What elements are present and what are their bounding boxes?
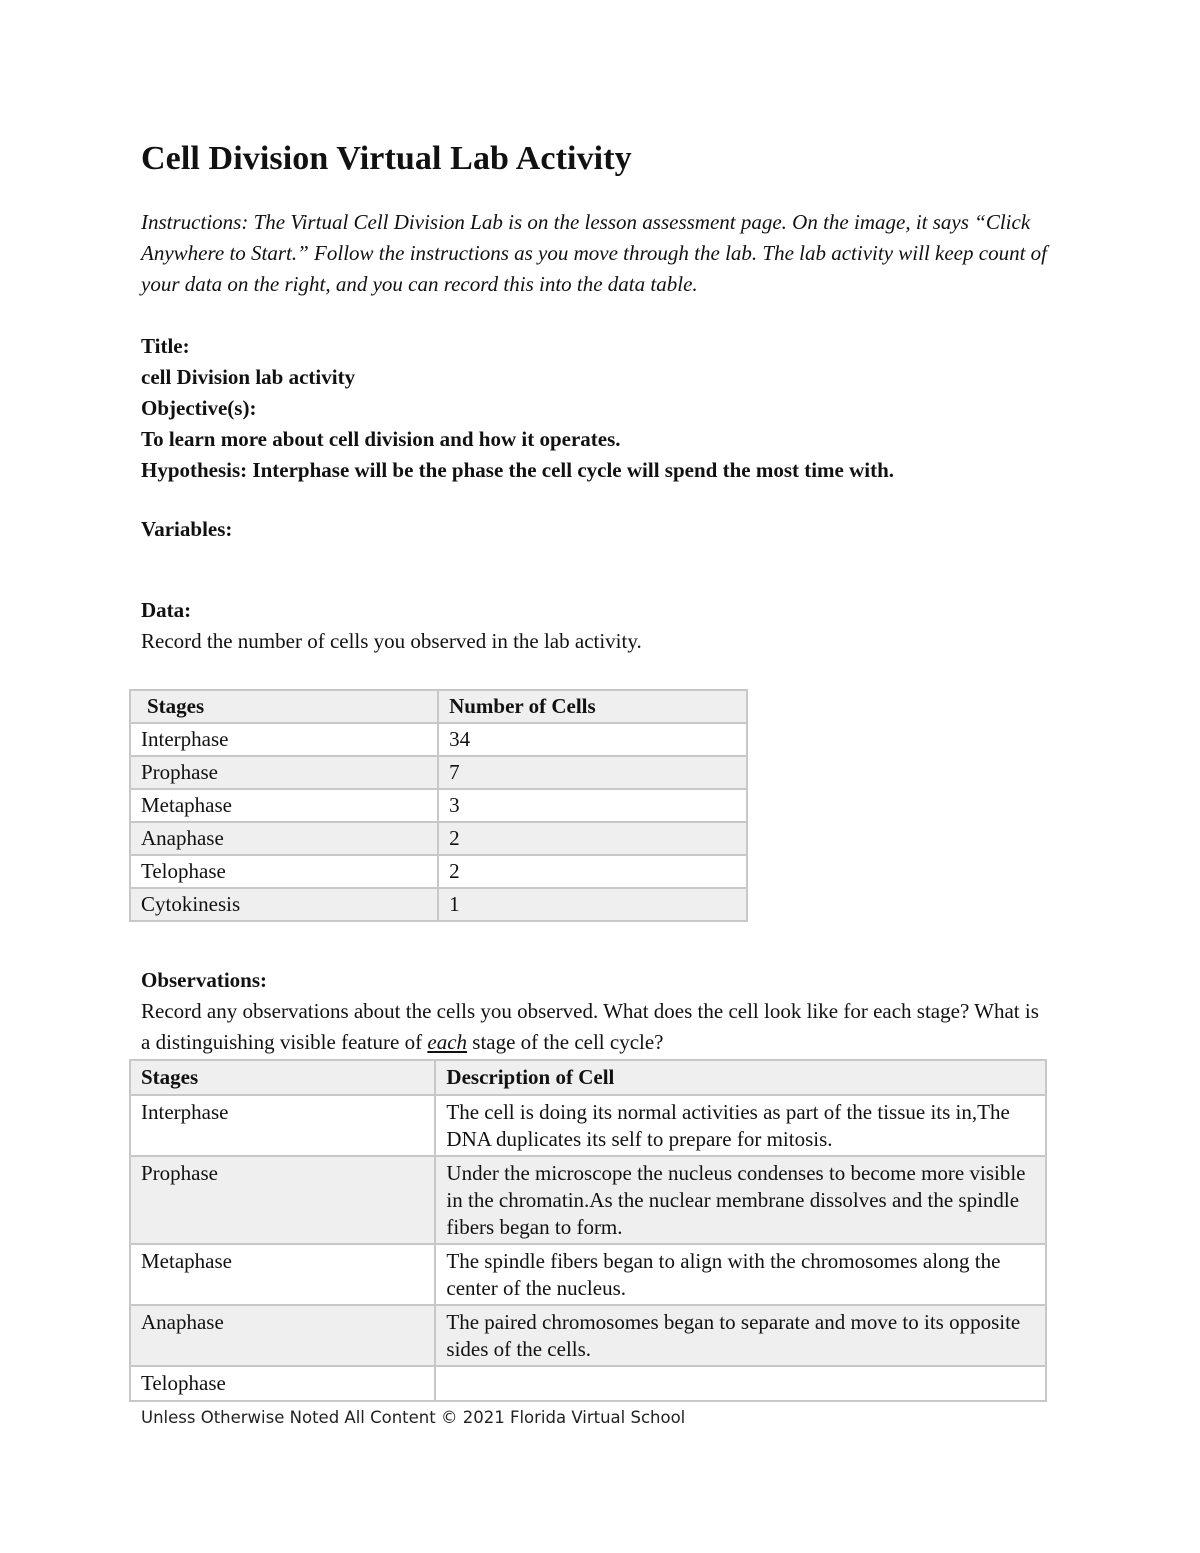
table-header-row <box>130 1060 1046 1095</box>
lab-info-block <box>141 331 894 486</box>
table-row <box>130 1305 1046 1366</box>
stage-cell: Telophase <box>130 855 438 888</box>
column-header-number-of-cells: Number of Cells <box>438 690 747 723</box>
observations-instruction <box>141 996 1041 1058</box>
description-cell[interactable] <box>435 1366 1046 1401</box>
data-label: Data: <box>141 598 192 622</box>
page-title: Cell Division Virtual Lab Activity <box>141 140 632 177</box>
observations-instruction-tail: stage of the cell cycle? <box>467 1030 664 1054</box>
page-footer: Unless Otherwise Noted All Content © 2021 Florida Virtual School <box>141 1408 686 1427</box>
table-row <box>130 1156 1046 1244</box>
title-label: Title: <box>141 334 190 358</box>
count-cell[interactable]: 2 <box>438 822 747 855</box>
stage-cell: Telophase <box>130 1366 435 1401</box>
count-cell[interactable]: 3 <box>438 789 747 822</box>
stage-cell: Metaphase <box>130 1244 435 1305</box>
stage-cell: Prophase <box>130 756 438 789</box>
column-header-stages: Stages <box>130 1060 435 1095</box>
column-header-description: Description of Cell <box>435 1060 1046 1095</box>
stage-cell: Interphase <box>130 1095 435 1156</box>
cell-count-table <box>129 689 748 922</box>
stage-cell: Anaphase <box>130 822 438 855</box>
stage-cell: Anaphase <box>130 1305 435 1366</box>
table-header-row <box>130 690 747 723</box>
table-row <box>130 822 747 855</box>
table-row <box>130 756 747 789</box>
count-cell[interactable]: 7 <box>438 756 747 789</box>
stage-cell: Interphase <box>130 723 438 756</box>
variables-label: Variables: <box>141 517 233 541</box>
count-cell[interactable]: 2 <box>438 855 747 888</box>
data-instruction: Record the number of cells you observed in the lab activity. <box>141 629 642 653</box>
stage-cell: Cytokinesis <box>130 888 438 921</box>
description-cell[interactable]: The cell is doing its normal activities as part of the tissue its in,The DNA duplicates its self to prepare for mitosis. <box>435 1095 1046 1156</box>
table-row <box>130 1095 1046 1156</box>
table-row <box>130 1366 1046 1401</box>
stage-cell: Metaphase <box>130 789 438 822</box>
description-cell[interactable]: The paired chromosomes began to separate and move to its opposite sides of the cells. <box>435 1305 1046 1366</box>
emphasis-each: each <box>427 1030 468 1054</box>
instructions-text: Instructions: The Virtual Cell Division Lab is on the lesson assessment page. On the image, it says “Click Anywhere to Start.” Follow the instructions as you move through the lab. The lab activity will keep count of your data on the right, and you can record this into the data table. <box>141 210 1047 296</box>
observations-instruction-text: Record any observations about the cells you observed. What does the cell look like for each stage? What is a distinguishing visible feature of <box>141 999 1039 1054</box>
count-cell[interactable]: 34 <box>438 723 747 756</box>
hypothesis-text: Hypothesis: Interphase will be the phase the cell cycle will spend the most time with. <box>141 458 895 482</box>
column-header-stages: Stages <box>130 690 438 723</box>
title-value: cell Division lab activity <box>141 365 356 389</box>
table-row <box>130 888 747 921</box>
table-row <box>130 855 747 888</box>
stage-cell: Prophase <box>130 1156 435 1244</box>
table-row <box>130 1244 1046 1305</box>
cell-description-table <box>129 1059 1047 1402</box>
objective-label: Objective(s): <box>141 396 257 420</box>
description-cell[interactable]: The spindle fibers began to align with the chromosomes along the center of the nucleus. <box>435 1244 1046 1305</box>
table-row <box>130 789 747 822</box>
description-cell[interactable]: Under the microscope the nucleus condenses to become more visible in the chromatin.As the nuclear membrane dissolves and the spindle fibers began to form. <box>435 1156 1046 1244</box>
objective-value: To learn more about cell division and how it operates. <box>141 427 621 451</box>
count-cell[interactable]: 1 <box>438 888 747 921</box>
table-row <box>130 723 747 756</box>
observations-label: Observations: <box>141 968 267 992</box>
